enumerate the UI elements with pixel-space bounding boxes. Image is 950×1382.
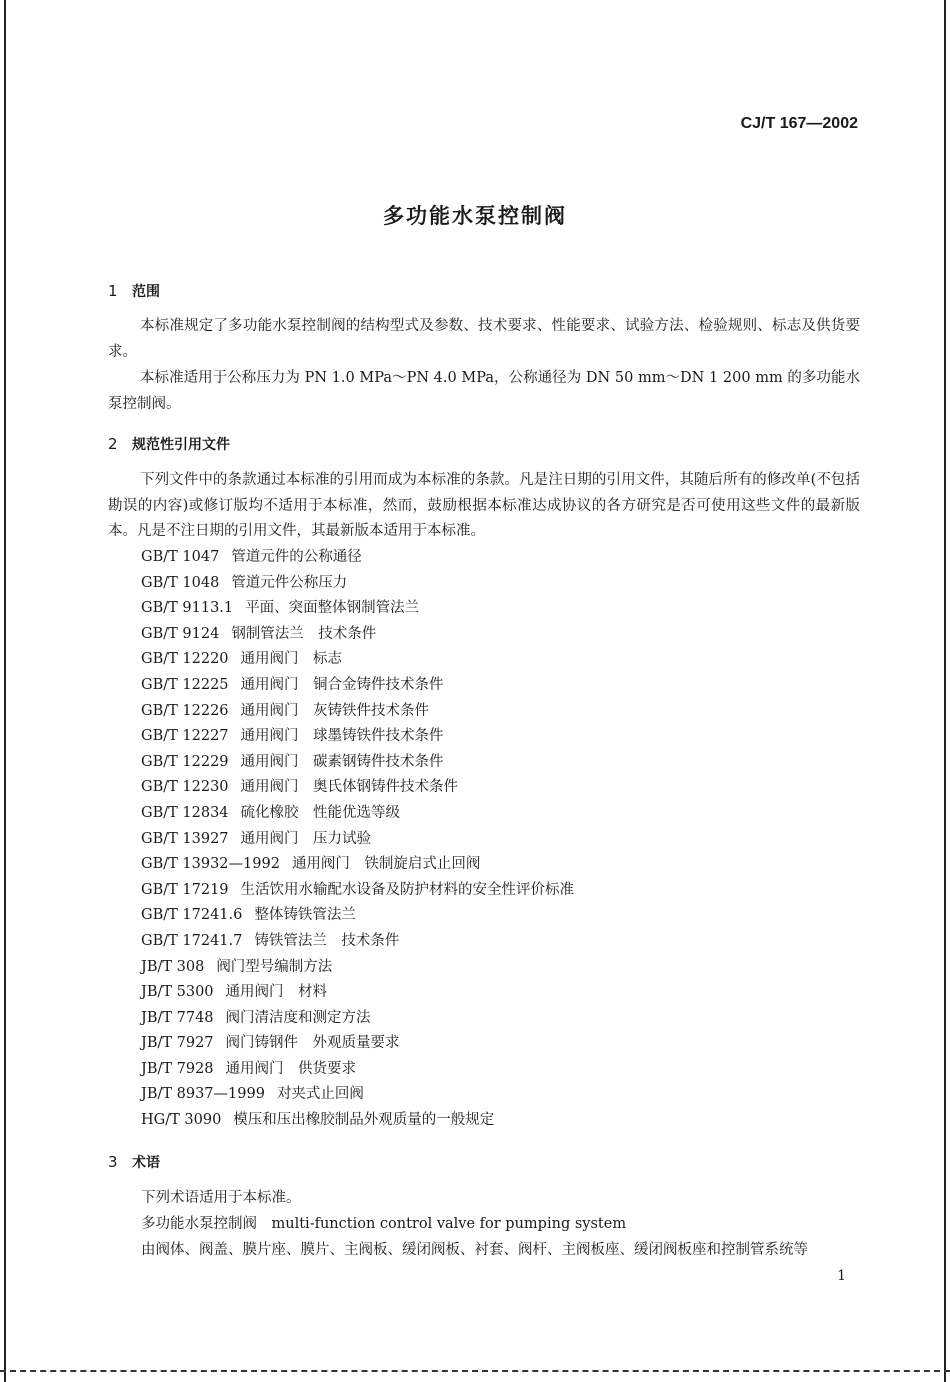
section-title: 范围 — [132, 284, 160, 300]
reference-title: 通用阀门 材料 — [225, 984, 328, 1001]
reference-item — [141, 1006, 574, 1032]
section-number: 3 — [108, 1153, 118, 1171]
reference-title: 阀门铸钢件 外观质量要求 — [225, 1035, 400, 1052]
reference-code: JB/T 8937—1999 — [141, 1086, 265, 1103]
reference-code: GB/T 17241.7 — [141, 932, 243, 949]
page-number: 1 — [837, 1268, 846, 1284]
reference-code: GB/T 9124 — [141, 625, 220, 642]
reference-list — [141, 545, 574, 1134]
reference-code: GB/T 13932—1992 — [141, 856, 280, 873]
reference-code: JB/T 7928 — [141, 1060, 214, 1077]
reference-code: JB/T 308 — [141, 958, 205, 975]
reference-code: GB/T 12229 — [141, 753, 229, 770]
section-number: 1 — [108, 282, 118, 300]
reference-code: GB/T 17241.6 — [141, 907, 243, 924]
reference-code: JB/T 7927 — [141, 1035, 214, 1052]
reference-item — [141, 852, 574, 878]
document-title: 多功能水泵控制阀 — [383, 204, 567, 228]
reference-item — [141, 699, 574, 725]
reference-title: 通用阀门 灰铸铁件技术条件 — [240, 702, 430, 719]
reference-title: 通用阀门 碳素钢铸件技术条件 — [240, 753, 444, 770]
reference-code: JB/T 5300 — [141, 984, 214, 1001]
reference-code: GB/T 12227 — [141, 728, 229, 745]
reference-title: 阀门型号编制方法 — [216, 958, 333, 975]
reference-title: 通用阀门 铜合金铸件技术条件 — [240, 676, 444, 693]
section-title: 规范性引用文件 — [132, 437, 230, 453]
reference-item — [141, 1108, 574, 1134]
reference-code: GB/T 13927 — [141, 830, 229, 847]
reference-item — [141, 647, 574, 673]
reference-item — [141, 955, 574, 981]
reference-code: JB/T 7748 — [141, 1009, 214, 1026]
reference-item — [141, 571, 574, 597]
reference-title: 对夹式止回阀 — [276, 1086, 364, 1103]
reference-code: GB/T 1048 — [141, 574, 220, 591]
scan-edge-bottom — [0, 1370, 950, 1372]
reference-title: 生活饮用水输配水设备及防护材料的安全性评价标准 — [240, 881, 575, 898]
reference-item — [141, 1031, 574, 1057]
section-heading-scope — [108, 281, 160, 301]
reference-title: 通用阀门 球墨铸铁件技术条件 — [240, 728, 444, 745]
reference-title: 钢制管法兰 技术条件 — [231, 625, 377, 642]
reference-item — [141, 750, 574, 776]
reference-item — [141, 724, 574, 750]
reference-item — [141, 596, 574, 622]
reference-code: GB/T 12220 — [141, 651, 229, 668]
term-entry: 多功能水泵控制阀 multi-function control valve for pumping system — [141, 1216, 627, 1232]
term-intro: 下列术语适用于本标准。 — [141, 1190, 301, 1206]
reference-title: 铸铁管法兰 技术条件 — [254, 932, 400, 949]
section-heading-normative-references — [108, 434, 230, 454]
reference-title: 平面、突面整体钢制管法兰 — [245, 600, 420, 617]
reference-title: 通用阀门 供货要求 — [225, 1060, 357, 1077]
reference-title: 整体铸铁管法兰 — [254, 907, 356, 924]
reference-item — [141, 673, 574, 699]
paragraph: 本标准适用于公称压力为 PN 1.0 MPa～PN 4.0 MPa，公称通径为 DN 50 mm～DN 1 200 mm 的多功能水泵控制阀。 — [108, 370, 860, 412]
reference-code: HG/T 3090 — [141, 1112, 222, 1129]
reference-title: 通用阀门 铁制旋启式止回阀 — [291, 856, 481, 873]
paragraph: 下列文件中的条款通过本标准的引用而成为本标准的条款。凡是注日期的引用文件，其随后所有的修改单(不包括勘误的内容)或修订版均不适用于本标准，然而，鼓励根据本标准达成协议的各方研究是否可使用这些文件的最新版本。凡是不注日期的引用文件，其最新版本适用于本标准。 — [108, 472, 860, 539]
reference-item — [141, 775, 574, 801]
reference-item — [141, 1057, 574, 1083]
reference-code: GB/T 12225 — [141, 676, 229, 693]
reference-title: 模压和压出橡胶制品外观质量的一般规定 — [233, 1112, 495, 1129]
reference-title: 管道元件公称压力 — [231, 574, 348, 591]
reference-code: GB/T 12834 — [141, 804, 229, 821]
paragraph: 本标准规定了多功能水泵控制阀的结构型式及参数、技术要求、性能要求、试验方法、检验规则、标志及供货要求。 — [108, 318, 860, 360]
reference-code: GB/T 17219 — [141, 881, 229, 898]
term-definition: 由阀体、阀盖、膜片座、膜片、主阀板、缓闭阀板、衬套、阀杆、主阀板座、缓闭阀板座和控制管系统等 — [141, 1242, 808, 1258]
reference-item — [141, 801, 574, 827]
reference-code: GB/T 1047 — [141, 549, 220, 565]
section-heading-terms — [108, 1152, 160, 1172]
reference-item — [141, 929, 574, 955]
standard-number: CJ/T 167—2002 — [740, 115, 858, 132]
reference-code: GB/T 12230 — [141, 779, 229, 796]
reference-item — [141, 878, 574, 904]
reference-title: 阀门清洁度和测定方法 — [225, 1009, 371, 1026]
reference-item — [141, 622, 574, 648]
reference-item — [141, 827, 574, 853]
reference-code: GB/T 9113.1 — [141, 600, 234, 617]
reference-item — [141, 545, 574, 571]
reference-item — [141, 1082, 574, 1108]
reference-item — [141, 903, 574, 929]
reference-title: 通用阀门 压力试验 — [240, 830, 372, 847]
reference-code: GB/T 12226 — [141, 702, 229, 719]
reference-title: 管道元件的公称通径 — [231, 549, 362, 565]
reference-item — [141, 980, 574, 1006]
section-number: 2 — [108, 435, 118, 453]
section-title: 术语 — [132, 1155, 160, 1171]
reference-title: 通用阀门 标志 — [240, 651, 343, 668]
reference-title: 硫化橡胶 性能优选等级 — [240, 804, 401, 821]
reference-title: 通用阀门 奥氏体钢铸件技术条件 — [240, 779, 459, 796]
